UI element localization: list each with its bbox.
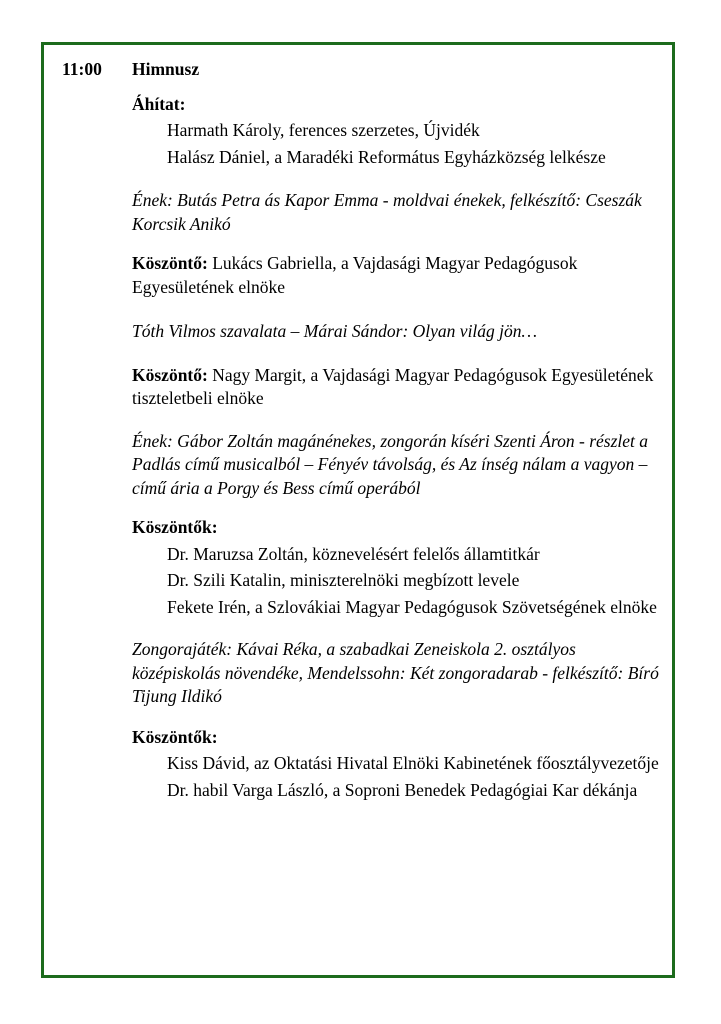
greeting-1	[132, 252, 662, 299]
greeting-2-label: Köszöntő:	[132, 364, 208, 385]
greeting-2-text: Nagy Margit, a Vajdasági Magyar Pedagógusok Egyesületének tiszteletbeli elnöke	[132, 364, 654, 408]
greeting-2	[132, 364, 662, 411]
greeting-1-label: Köszöntő:	[132, 253, 208, 273]
greetings-2-item: Kiss Dávid, az Oktatási Hivatal Elnöki Kabinetének főosztályvezetője	[167, 753, 659, 773]
greetings-section-1	[132, 516, 662, 619]
song-2: Ének: Gábor Zoltán magánénekes, zongorán kíséri Szenti Áron - részlet a Padlás című musicalból – Fényév távolság, és Az ínség nálam a vagyon – című ária a Porgy és Bess című operából	[132, 430, 649, 498]
song-1: Ének: Butás Petra ás Kapor Emma - moldvai énekek, felkészítő: Cseszák Korcsik Anikó	[132, 190, 642, 234]
greetings-1-item: Dr. Maruzsa Zoltán, köznevelésért felelős államtitkár	[167, 543, 540, 564]
program-document	[62, 58, 662, 805]
greetings-1-title: Köszöntők:	[132, 517, 218, 537]
ahitat-title: Áhítat:	[132, 93, 186, 114]
greetings-1-item: Fekete Irén, a Szlovákiai Magyar Pedagógusok Szövetségének elnöke	[167, 596, 657, 617]
ahitat-item: Halász Dániel, a Maradéki Református Egyházközség lelkésze	[167, 146, 606, 167]
time-row	[62, 58, 662, 82]
greeting-1-text: Lukács Gabriella, a Vajdasági Magyar Pedagógusok Egyesületének elnöke	[132, 253, 578, 297]
opening-title: Himnusz	[132, 59, 200, 79]
ahitat-item: Harmath Károly, ferences szerzetes, Újvidék	[167, 120, 480, 140]
greetings-2-item: Dr. habil Varga László, a Soproni Benedek Pedagógiai Kar dékánja	[167, 779, 638, 800]
recitation: Tóth Vilmos szavalata – Márai Sándor: Olyan világ jön…	[132, 321, 538, 341]
piano-performance: Zongorajáték: Kávai Réka, a szabadkai Zeneiskola 2. osztályos középiskolás növendéke, Mendelssohn: Két zongoradarab - felkészítő: Bíró Tijung Ildikó	[132, 639, 659, 706]
greetings-1-item: Dr. Szili Katalin, miniszterelnöki megbízott levele	[167, 570, 520, 590]
greetings-2-title: Köszöntők:	[132, 726, 218, 747]
ahitat-section	[132, 93, 662, 170]
greetings-section-2	[132, 726, 662, 803]
program-time: 11:00	[62, 59, 102, 79]
